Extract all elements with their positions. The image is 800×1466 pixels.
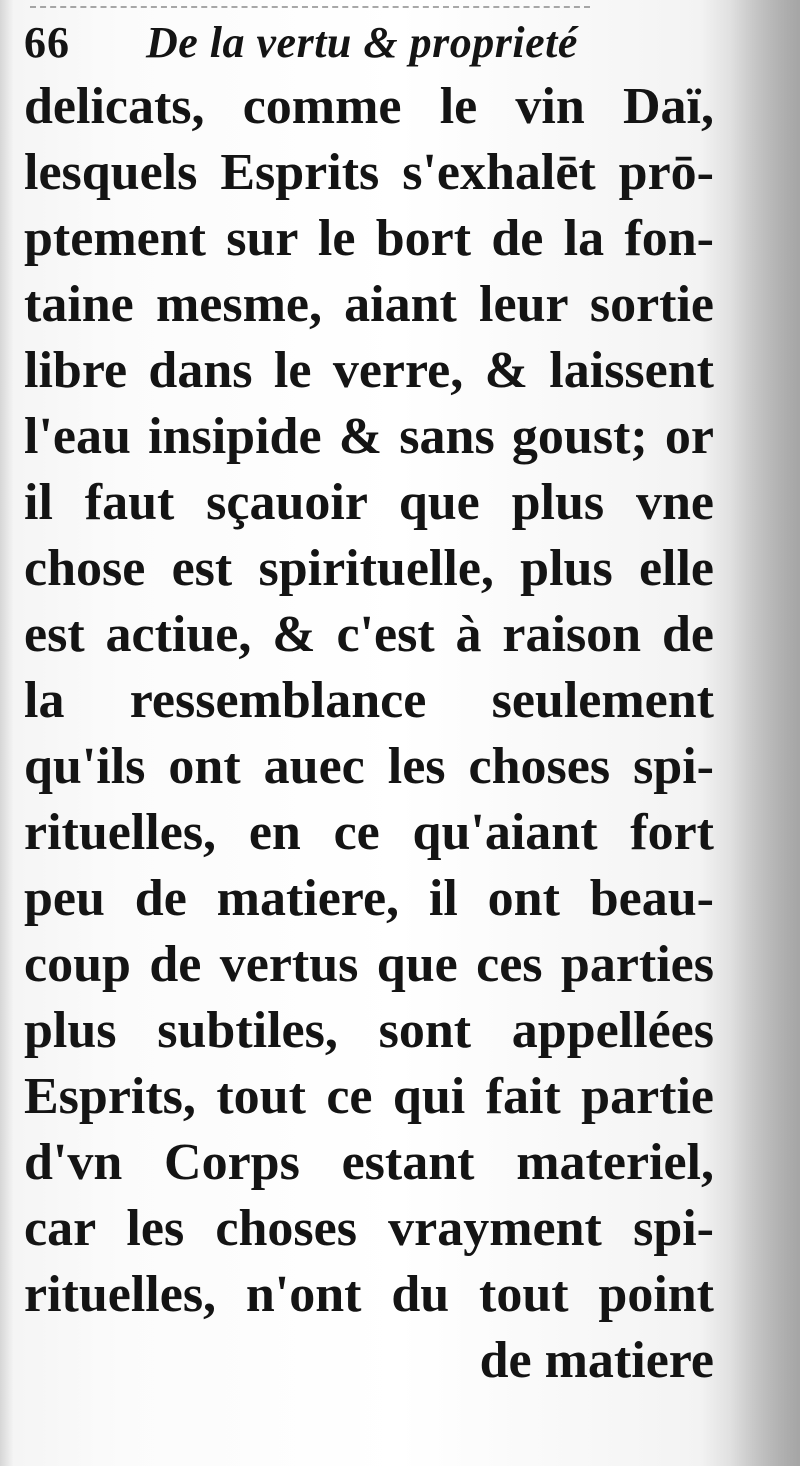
text-line: lesquels Esprits s'exhalēt prō- <box>24 144 714 201</box>
text-line: qu'ils ont auec les choses spi- <box>24 738 714 795</box>
top-rule <box>30 6 590 8</box>
text-line: d'vn Corps estant materiel, <box>24 1134 714 1191</box>
page-number: 66 <box>24 18 70 67</box>
text-line: est actiue, & c'est à raison de <box>24 606 714 663</box>
text-line: car les choses vrayment spi- <box>24 1200 714 1257</box>
text-line: la ressemblance seulement <box>24 672 714 729</box>
catchword: de matiere <box>479 1332 714 1389</box>
text-line: chose est spirituelle, plus elle <box>24 540 714 597</box>
page-left-edge <box>0 0 14 1466</box>
text-line: taine mesme, aiant leur sortie <box>24 276 714 333</box>
running-head: De la vertu & proprieté <box>146 18 578 67</box>
page-header <box>24 10 724 70</box>
body-text <box>24 74 714 1394</box>
text-line: libre dans le verre, & laissent <box>24 342 714 399</box>
text-line: delicats, comme le vin Daï, <box>24 78 714 135</box>
text-line: il faut sçauoir que plus vne <box>24 474 714 531</box>
text-line: coup de vertus que ces parties <box>24 936 714 993</box>
text-line: l'eau insipide & sans goust; or <box>24 408 714 465</box>
text-line: Esprits, tout ce qui fait partie <box>24 1068 714 1125</box>
text-line: rituelles, n'ont du tout point <box>24 1266 714 1323</box>
text-line: peu de matiere, il ont beau- <box>24 870 714 927</box>
text-line: rituelles, en ce qu'aiant fort <box>24 804 714 861</box>
text-line: plus subtiles, sont appellées <box>24 1002 714 1059</box>
gutter-shadow <box>730 0 800 1466</box>
text-line: ptement sur le bort de la fon- <box>24 210 714 267</box>
